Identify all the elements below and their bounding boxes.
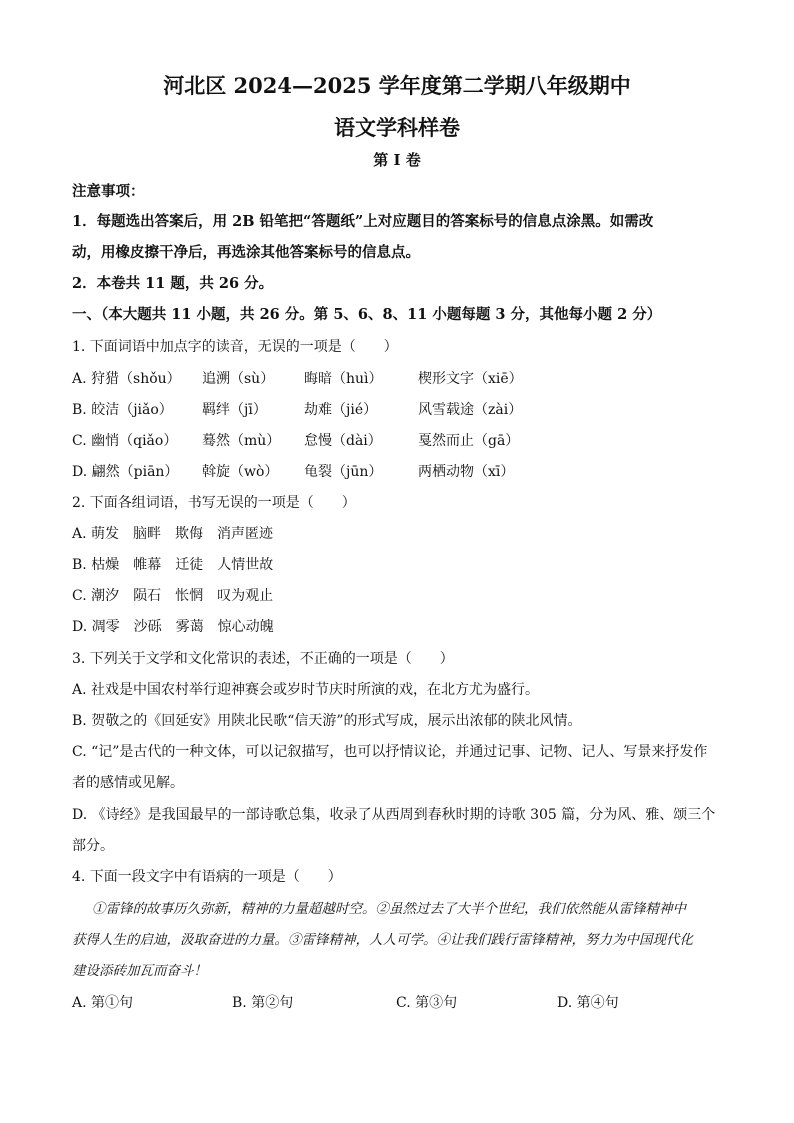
q1-option-d-4: 两栖动物（xī） [418, 464, 515, 480]
q1-option-d-3: 龟裂（jūn） [304, 464, 383, 480]
q1-option-d-2: 斡旋（wò） [202, 464, 279, 480]
q2-option-d: D. 凋零 沙砾 雾蔼 惊心动魄 [72, 619, 274, 635]
q4-option-d: D. 第④句 [557, 995, 619, 1011]
q4-option-c: C. 第③句 [396, 995, 458, 1011]
q1-option-a-2: 追溯（sù） [202, 371, 275, 387]
q1-option-c-4: 戛然而止（gā） [418, 433, 520, 449]
q3-option-d-cont: 部分。 [72, 838, 114, 854]
q1-option-c-1: C. 幽悄（qiǎo） [72, 433, 178, 449]
section-heading: 一、（本大题共 11 小题，共 26 分。第 5、6、8、11 小题每题 3 分，其他每小题 2 分） [72, 306, 662, 323]
q3-option-d: D. 《诗经》是我国最早的一部诗歌总集，收录了从西周到春秋时期的诗歌 305 篇，分为风、雅、颂三个 [72, 807, 716, 823]
volume-label: 第 I 卷 [373, 151, 421, 169]
q3-stem: 3. 下列关于文学和文化常识的表述，不正确的一项是（ ） [72, 651, 454, 667]
q4-option-a: A. 第①句 [72, 995, 134, 1011]
q3-option-a: A. 社戏是中国农村举行迎神赛会或岁时节庆时所演的戏，在北方尤为盛行。 [72, 682, 540, 698]
q1-option-a-4: 楔形文字（xiē） [418, 371, 523, 387]
q2-option-b: B. 枯燥 帷幕 迁徒 人情世故 [72, 557, 274, 573]
q4-passage-line-2: 获得人生的启迪，汲取奋进的力量。③雷锋精神，人人可学。④让我们践行雷锋精神，努力为中国现代化 [72, 932, 693, 948]
q1-option-b-2: 羁绊（jī） [202, 402, 267, 418]
q1-option-b-3: 劫难（jié） [304, 402, 378, 418]
notice-heading: 注意事项： [72, 183, 145, 200]
q1-option-c-2: 蓦然（mù） [202, 433, 281, 449]
q1-option-c-3: 怠慢（dài） [304, 433, 382, 449]
q4-stem: 4. 下面一段文字中有语病的一项是（ ） [72, 869, 342, 885]
q4-option-b: B. 第②句 [232, 995, 294, 1011]
q1-option-b-1: B. 皎洁（jiǎo） [72, 402, 173, 418]
q4-passage-line-1: ①雷锋的故事历久弥新，精神的力量超越时空。②虽然过去了大半个世纪，我们依然能从雷锋精神中 [92, 901, 686, 917]
q1-option-b-4: 风雪载途（zài） [418, 402, 523, 418]
q1-stem: 1. 下面词语中加点字的读音，无误的一项是（ ） [72, 339, 398, 355]
q3-option-c-cont: 者的感情或见解。 [72, 775, 184, 791]
exam-subtitle: 语文学科样卷 [334, 115, 460, 140]
exam-title: 河北区 2024—2025 学年度第二学期八年级期中 [163, 73, 631, 98]
q1-option-d-1: D. 翩然（piān） [72, 464, 179, 480]
q2-option-a: A. 萌发 脑畔 欺侮 消声匿迹 [72, 526, 274, 542]
q1-option-a-1: A. 狩猎（shǒu） [72, 371, 181, 387]
q2-stem: 2. 下面各组词语，书写无误的一项是（ ） [72, 495, 356, 511]
q2-option-c: C. 潮汐 陨石 怅惘 叹为观止 [72, 588, 274, 604]
q3-option-b: B. 贺敬之的《回延安》用陕北民歌“信天游”的形式写成，展示出浓郁的陕北风情。 [72, 713, 582, 729]
q3-option-c: C. “记”是古代的一种文体，可以记叙描写，也可以抒情议论，并通过记事、记物、记人、写景来抒发作 [72, 744, 708, 760]
notice-item-1-cont: 动，用橡皮擦干净后，再选涂其他答案标号的信息点。 [72, 244, 420, 261]
q4-passage-line-3: 建设添砖加瓦而奋斗！ [72, 963, 207, 979]
q1-option-a-3: 晦暗（huì） [304, 371, 383, 387]
notice-item-2: 2．本卷共 11 题，共 26 分。 [72, 275, 274, 292]
notice-item-1: 1．每题选出答案后，用 2B 铅笔把“答题纸”上对应题目的答案标号的信息点涂黑。如需改 [72, 213, 654, 230]
